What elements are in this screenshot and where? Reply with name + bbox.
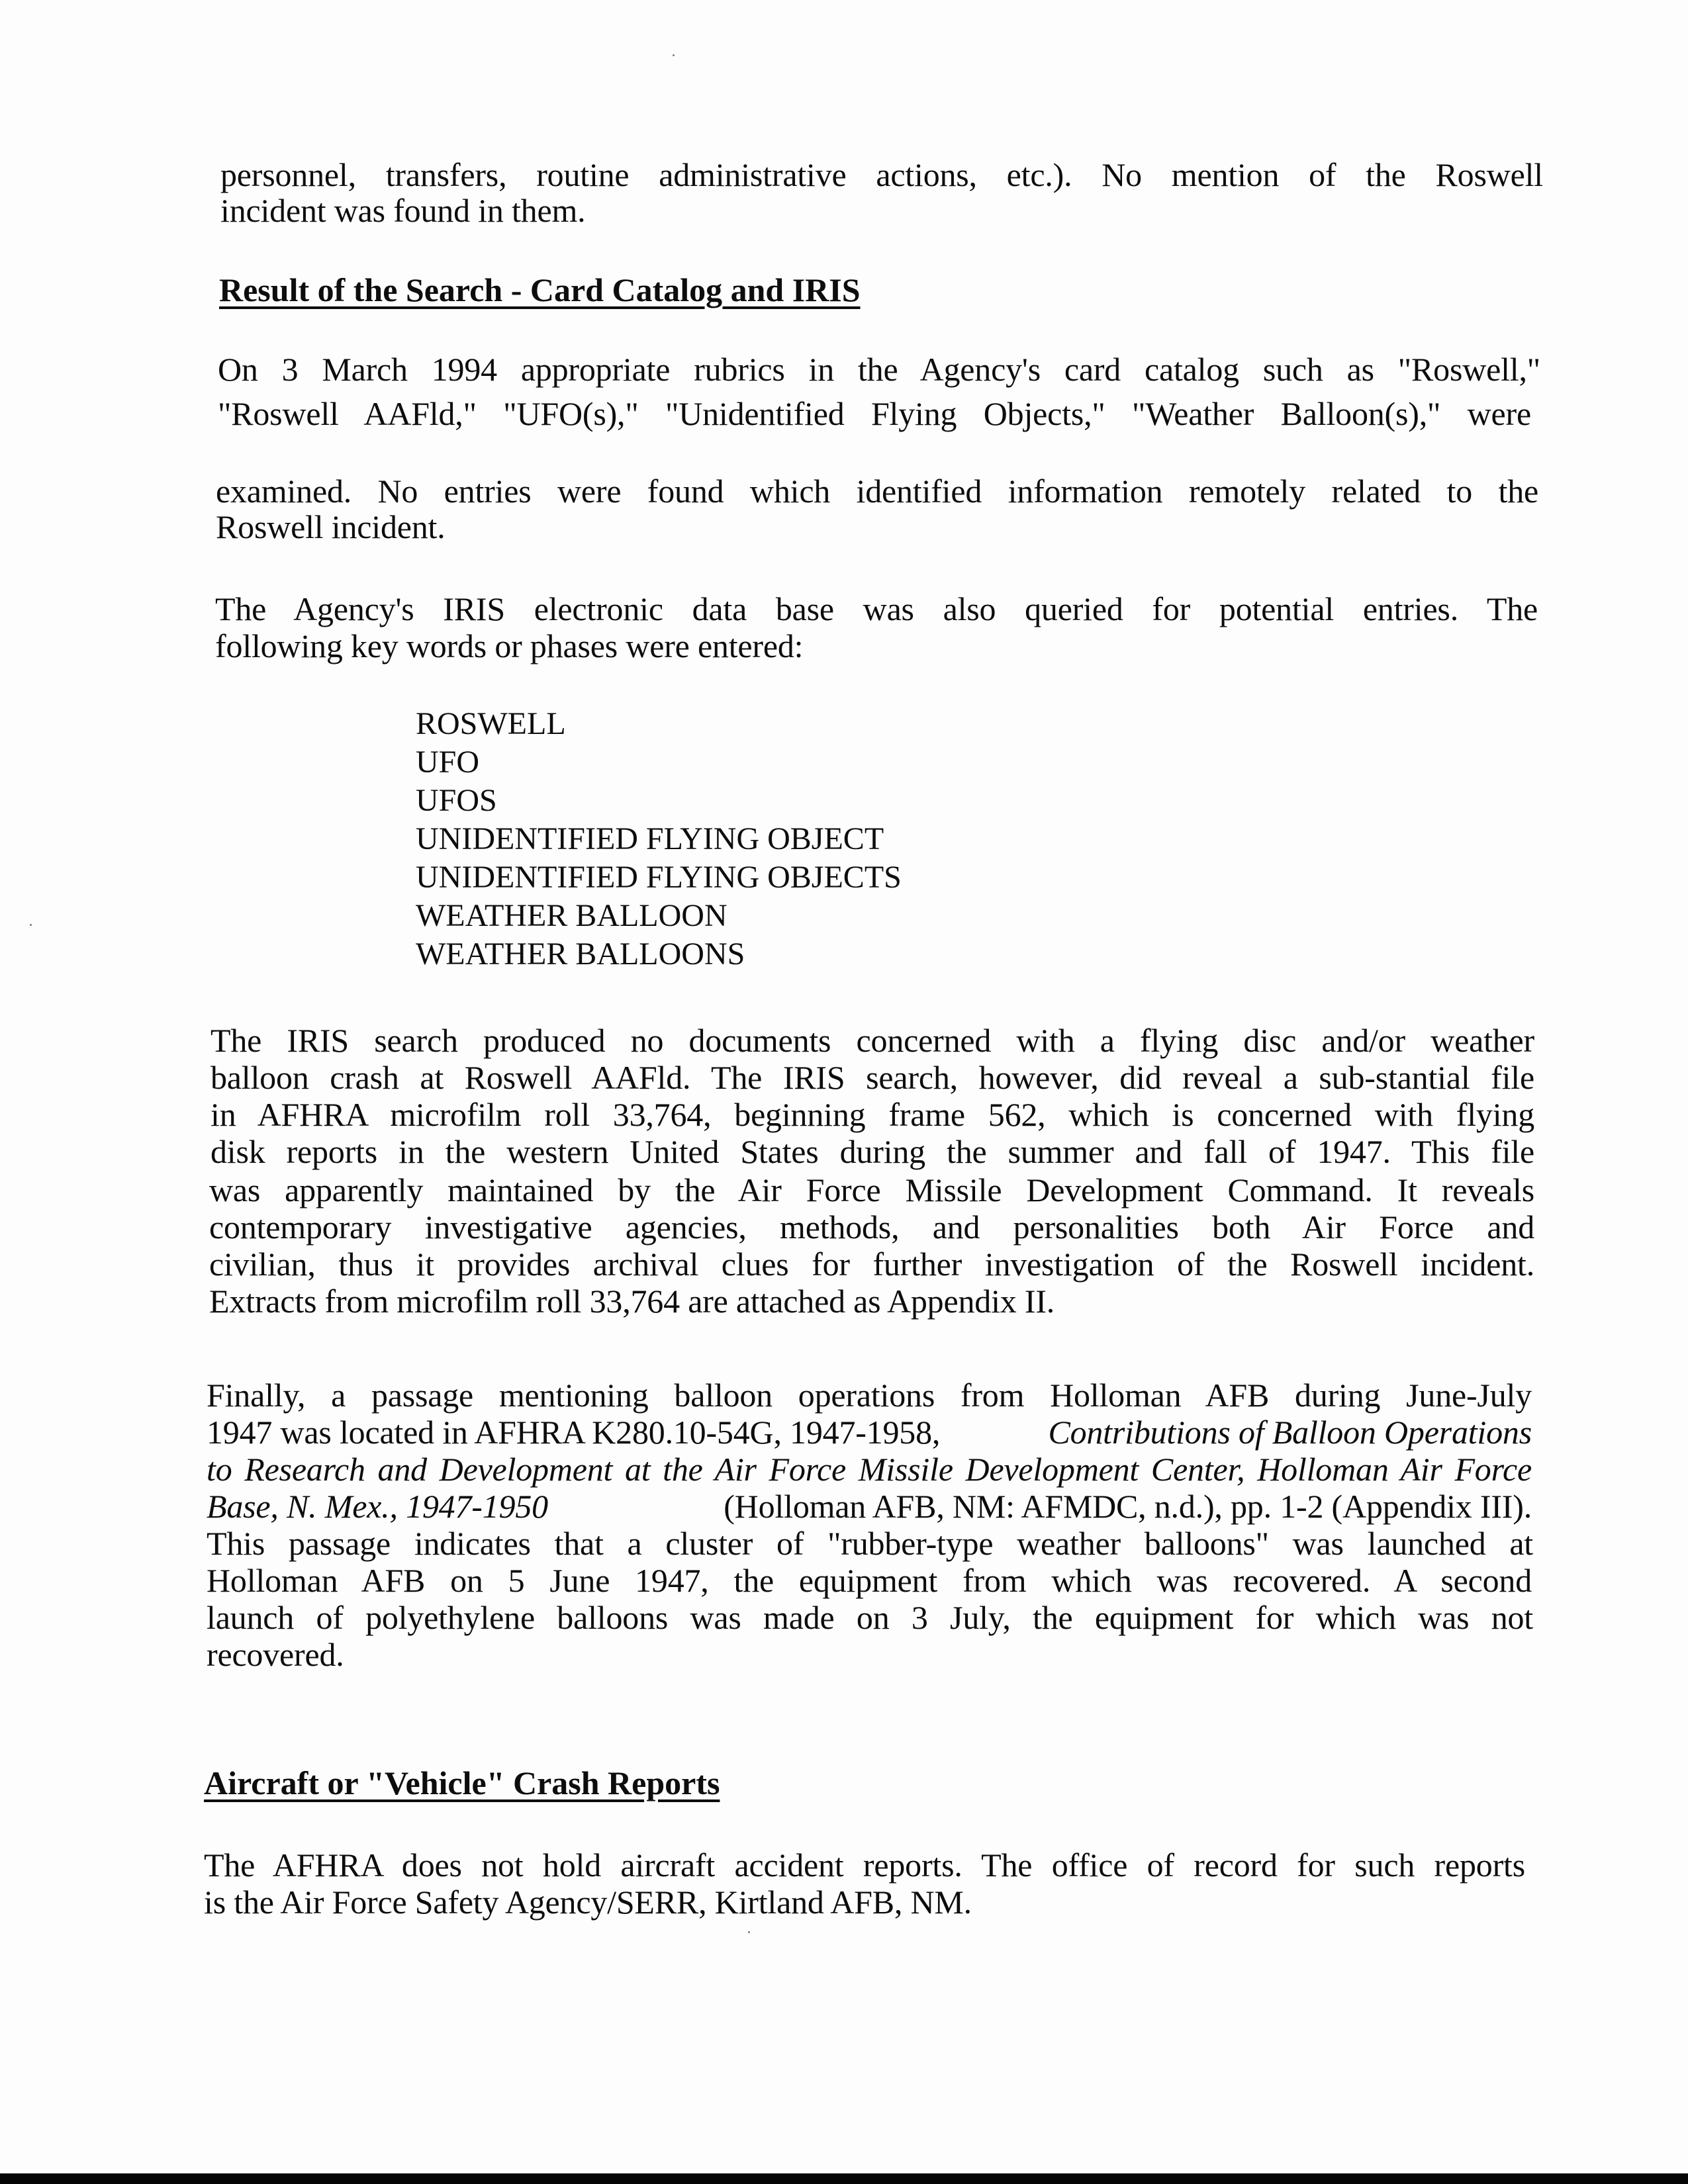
scan-speck	[673, 54, 675, 56]
citation-text: 1947 was located in AFHRA K280.10-54G, 1947-1958,	[207, 1414, 941, 1451]
text-line: was apparently maintained by the Air Force Missile Development Command. It reveals	[209, 1171, 1534, 1208]
text-line: Finally, a passage mentioning balloon operations from Holloman AFB during June-July	[207, 1377, 1532, 1414]
text-line: On 3 March 1994 appropriate rubrics in the Agency's card catalog such as "Roswell,"	[218, 351, 1540, 388]
text-line	[207, 1488, 1532, 1525]
text-line: The Agency's IRIS electronic data base was also queried for potential entries. The	[215, 590, 1538, 627]
text-line: The IRIS search produced no documents concerned with a flying disc and/or weather	[211, 1022, 1534, 1059]
text-line: personnel, transfers, routine administrative actions, etc.). No mention of the Roswell	[220, 156, 1543, 193]
text-line: incident was found in them.	[220, 192, 586, 229]
section-heading-card-catalog: Result of the Search - Card Catalog and IRIS	[219, 271, 861, 308]
scan-speck	[748, 1931, 750, 1933]
text-line: balloon crash at Roswell AAFld. The IRIS search, however, did reveal a sub-stantial file	[211, 1059, 1534, 1096]
text-line: "Roswell AAFld," "UFO(s)," "Unidentified Flying Objects," "Weather Balloon(s)," were	[218, 395, 1531, 432]
citation-title: to Research and Development at the Air Force Missile Development Center, Holloman Air Force	[207, 1451, 1532, 1488]
keyword-item: UFOS	[416, 783, 497, 818]
text-line: in AFHRA microfilm roll 33,764, beginning frame 562, which is concerned with flying	[211, 1096, 1534, 1133]
text-line	[207, 1414, 1532, 1451]
text-line: launch of polyethylene balloons was made on 3 July, the equipment for which was not	[207, 1599, 1533, 1636]
text-line: The AFHRA does not hold aircraft accident reports. The office of record for such reports	[204, 1846, 1525, 1884]
text-line: contemporary investigative agencies, methods, and personalities both Air Force and	[209, 1208, 1534, 1246]
scan-speck	[30, 924, 32, 926]
keyword-item: UNIDENTIFIED FLYING OBJECT	[416, 821, 884, 856]
text-line: This passage indicates that a cluster of "rubber-type weather balloons" was launched at	[207, 1525, 1533, 1562]
text-line: Holloman AFB on 5 June 1947, the equipment from which was recovered. A second	[207, 1562, 1532, 1599]
citation-text: (Holloman AFB, NM: AFMDC, n.d.), pp. 1-2 (Appendix III).	[724, 1488, 1532, 1525]
keyword-item: UNIDENTIFIED FLYING OBJECTS	[416, 860, 902, 895]
section-heading-crash-reports: Aircraft or "Vehicle" Crash Reports	[204, 1764, 720, 1801]
keyword-item: WEATHER BALLOONS	[416, 936, 745, 972]
text-line: following key words or phases were entered:	[215, 627, 804, 664]
keyword-item: ROSWELL	[416, 706, 566, 741]
text-line: examined. No entries were found which identified information remotely related to the	[216, 473, 1538, 510]
text-line: civilian, thus it provides archival clues for further investigation of the Roswell incident.	[209, 1246, 1534, 1283]
text-line: Extracts from microfilm roll 33,764 are attached as Appendix II.	[209, 1283, 1055, 1320]
text-line: Roswell incident.	[216, 508, 445, 545]
citation-title: Base, N. Mex., 1947-1950	[207, 1488, 548, 1525]
keyword-item: WEATHER BALLOON	[416, 898, 727, 933]
text-line: disk reports in the western United States during the summer and fall of 1947. This file	[211, 1133, 1534, 1170]
text-line: is the Air Force Safety Agency/SERR, Kirtland AFB, NM.	[204, 1884, 972, 1921]
keyword-item: UFO	[416, 745, 480, 780]
scan-border	[0, 2173, 1688, 2184]
citation-title: Contributions of Balloon Operations	[1048, 1414, 1532, 1451]
text-line: recovered.	[207, 1636, 344, 1673]
